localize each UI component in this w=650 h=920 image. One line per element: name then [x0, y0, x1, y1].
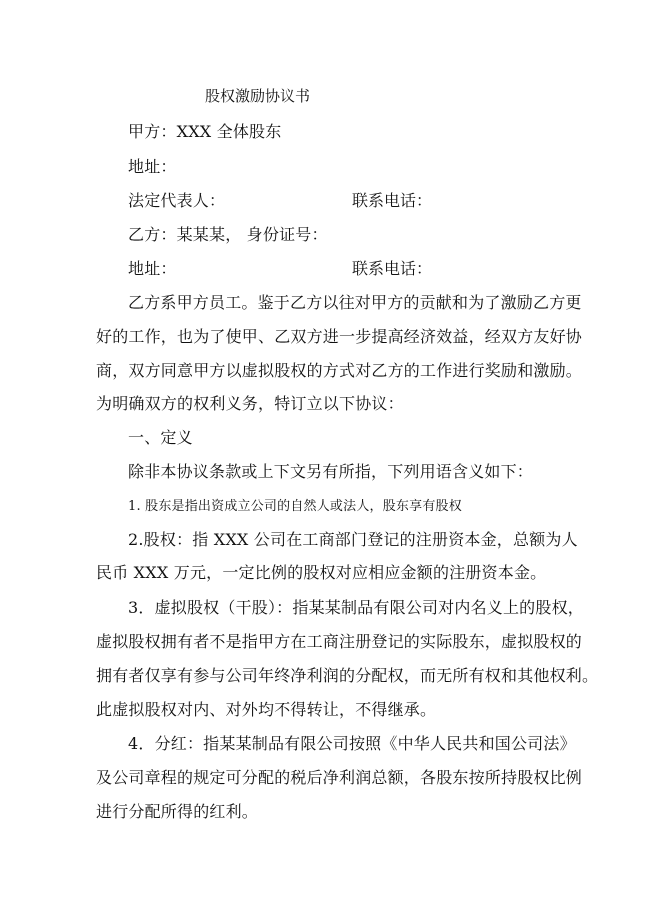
section-heading: 一、定义 — [128, 428, 193, 447]
party-b-line: 乙方：某某某， 身份证号： — [128, 225, 328, 244]
document-title: 股权激励协议书 — [205, 87, 311, 105]
definition-item-2-line-2: 民币 XXX 万元，一定比例的股权对应相应金额的注册资本金。 — [96, 563, 547, 582]
party-a-line: 甲方：XXX 全体股东 — [128, 122, 282, 141]
party-a-phone-label: 联系电话： — [352, 191, 433, 210]
definition-item-1: 1. 股东是指出资成立公司的自然人或法人，股东享有股权 — [128, 499, 462, 514]
definition-item-3-line-2: 虚拟股权拥有者不是指甲方在工商注册登记的实际股东，虚拟股权的 — [96, 632, 583, 651]
party-a-address-label: 地址： — [128, 157, 177, 176]
definition-item-3-line-4: 此虚拟股权对内、对外均不得转让，不得继承。 — [96, 700, 437, 719]
definition-item-4-line-3: 进行分配所得的红利。 — [96, 802, 259, 821]
intro-line-3: 商，双方同意甲方以虚拟股权的方式对乙方的工作进行奖励和激励。 — [96, 361, 583, 380]
intro-line-4: 为明确双方的权利义务，特订立以下协议： — [96, 394, 404, 413]
intro-line-2: 好的工作，也为了使甲、乙双方进一步提高经济效益，经双方友好协 — [96, 327, 583, 346]
definition-item-2-line-1: 2.股权：指 XXX 公司在工商部门登记的注册资本金，总额为人 — [128, 530, 578, 549]
party-b-phone-label: 联系电话： — [352, 259, 433, 278]
definitions-intro: 除非本协议条款或上下文另有所指，下列用语含义如下： — [128, 462, 534, 481]
definition-item-3-line-3: 拥有者仅享有参与公司年终净利润的分配权，而无所有权和其他权利。 — [96, 666, 599, 685]
definition-item-3-line-1: 3．虚拟股权（干股）：指某某制品有限公司对内名义上的股权， — [128, 598, 584, 617]
intro-line-1: 乙方系甲方员工。鉴于乙方以往对甲方的贡献和为了激励乙方更 — [128, 293, 582, 312]
legal-representative-label: 法定代表人： — [128, 191, 226, 210]
definition-item-4-line-1: 4．分红：指某某制品有限公司按照《中华人民共和国公司法》 — [128, 734, 576, 753]
party-b-address-label: 地址： — [128, 259, 177, 278]
definition-item-4-line-2: 及公司章程的规定可分配的税后净利润总额，各股东按所持股权比例 — [96, 768, 583, 787]
